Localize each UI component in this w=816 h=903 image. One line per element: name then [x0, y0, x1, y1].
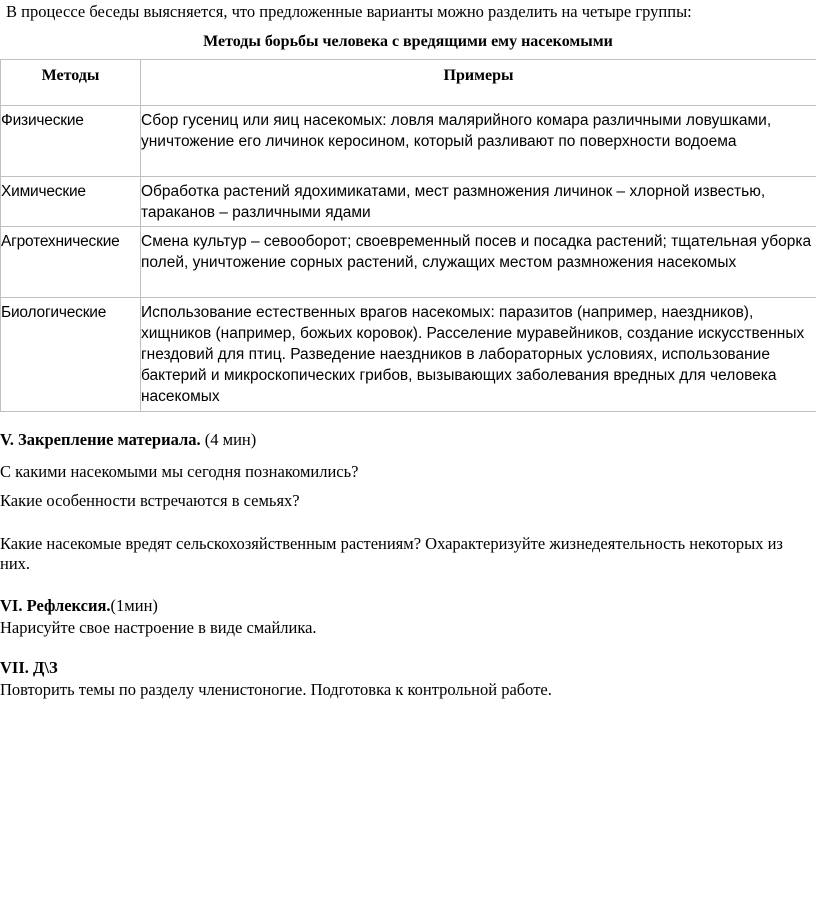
question-3: Какие насекомые вредят сельскохозяйственным растениям? Охарактеризуйте жизнедеятельность некоторых из них.	[0, 534, 783, 573]
section-6-time: (1мин)	[110, 596, 158, 615]
section-7-text: Повторить темы по разделу членистоногие. Подготовка к контрольной работе.	[0, 680, 552, 699]
table-caption: Методы борьбы человека с вредящими ему насекомыми	[203, 33, 613, 50]
section-5-time: (4 мин)	[200, 430, 257, 449]
section-7-heading	[0, 658, 58, 678]
table-header-row	[1, 60, 816, 106]
method-agrotechnical: Агротехнические	[1, 227, 141, 298]
intro-text: В процессе беседы выясняется, что предложенные варианты можно разделить на четыре группы:	[6, 2, 692, 21]
section-7-title: VII. Д\З	[0, 658, 58, 677]
header-methods: Методы	[1, 60, 141, 106]
methods-table	[0, 59, 816, 412]
header-examples: Примеры	[141, 60, 816, 106]
table-row	[1, 227, 816, 298]
section-5-heading	[0, 430, 256, 450]
section-5-title: V. Закрепление материала.	[0, 430, 201, 449]
section-6-heading	[0, 596, 158, 616]
question-2: Какие особенности встречаются в семьях?	[0, 491, 300, 510]
section-6-title: VI. Рефлексия.	[0, 596, 111, 615]
method-chemical: Химические	[1, 177, 141, 227]
method-biological: Биологические	[1, 298, 141, 412]
examples-biological: Использование естественных врагов насекомых: паразитов (например, наездников), хищников (например, божьих коровок). Расселение муравейников, создание искусственных гнездовий для птиц. Разведение наездников в лабораторных условиях, использование бактерий и микроскопических грибов, вызывающих заболевания вредных для человека насекомых	[141, 298, 816, 412]
examples-agrotechnical: Смена культур – севооборот; своевременный посев и посадка растений; тщательная уборка полей, уничтожение сорных растений, служащих местом размножения насекомых	[141, 227, 816, 298]
section-6-text: Нарисуйте свое настроение в виде смайлика.	[0, 618, 317, 637]
question-1: С какими насекомыми мы сегодня познакомились?	[0, 462, 359, 481]
table-row	[1, 106, 816, 177]
method-physical: Физические	[1, 106, 141, 177]
examples-chemical: Обработка растений ядохимикатами, мест размножения личинок – хлорной известью, тараканов – различными ядами	[141, 177, 816, 227]
table-row	[1, 298, 816, 412]
table-row	[1, 177, 816, 227]
examples-physical: Сбор гусениц или яиц насекомых: ловля малярийного комара различными ловушками, уничтожение его личинок керосином, который разливают по поверхности водоема	[141, 106, 816, 177]
